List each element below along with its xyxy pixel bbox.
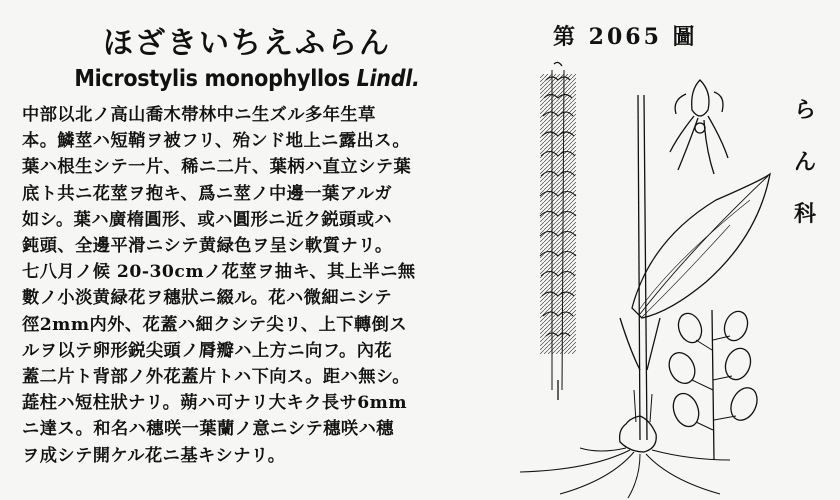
japanese-title: ほざきいちえふらん xyxy=(103,26,391,61)
flower-spike-drawing xyxy=(540,62,576,400)
scientific-name-binomial: Microstylis monophyllos xyxy=(74,66,350,92)
description-line: 底ト共ニ花莖ヲ抱キ、爲ニ莖ノ中邊一葉アルガ xyxy=(22,183,393,204)
description-line: 中部以北ノ高山喬木帯林中ニ生ズル多年生草 xyxy=(22,105,376,125)
description-line: ヲ成シテ開ケル花ニ基キシナリ。 xyxy=(22,445,286,466)
description-text xyxy=(22,102,472,469)
figure-number: 第 2065 圖 xyxy=(553,24,698,50)
flower-detail-drawing xyxy=(670,80,728,174)
family-label xyxy=(790,84,820,240)
plant-body-drawing xyxy=(620,95,770,452)
description-line: 蕋柱ハ短柱狀ナリ。蒴ハ可ナリ大キク長サ6mm xyxy=(22,393,408,414)
description-line: 鈍頭、全邊平滑ニシテ黄緑色ヲ呈シ軟質ナリ。 xyxy=(22,236,393,257)
roots-drawing xyxy=(520,448,730,498)
family-char: ら xyxy=(793,97,816,123)
description-line: 數ノ小淡黄緑花ヲ穗狀ニ綴ル。花ハ微細ニシテ xyxy=(22,288,393,309)
scientific-name xyxy=(22,66,472,92)
family-char: ん xyxy=(793,149,816,175)
scientific-name-author: Lindl. xyxy=(356,66,420,92)
description-line: 徑2mm内外、花蓋ハ細クシテ尖リ、上下轉倒ス xyxy=(22,314,408,335)
description-line: ニ達ス。和名ハ穗咲一葉蘭ノ意ニシテ穗咲ハ穗 xyxy=(22,419,394,440)
description-line: 蓋二片ト背部ノ外花蓋片トハ下向ス。距ハ無シ。 xyxy=(22,367,410,388)
capsules-drawing xyxy=(664,308,762,460)
description-line: 如シ。葉ハ廣楕圓形、或ハ圓形ニ近ク鋭頭或ハ xyxy=(22,209,393,230)
orchid-illustration xyxy=(500,50,790,500)
family-char: 科 xyxy=(793,201,816,227)
description-line: 本。鱗莖ハ短鞘ヲ被フリ、殆ンド地上ニ露出ス。 xyxy=(22,131,411,152)
description-line: 七八月ノ候 20-30cmノ花莖ヲ抽キ、其上半ニ無 xyxy=(22,262,416,283)
text-column xyxy=(22,18,472,469)
description-line: ルヲ以テ卵形鋭尖頭ノ脣瓣ハ上方ニ向フ。內花 xyxy=(22,340,393,361)
description-line: 葉ハ根生シテ一片、稀ニ二片、葉柄ハ直立シテ葉 xyxy=(22,157,412,178)
